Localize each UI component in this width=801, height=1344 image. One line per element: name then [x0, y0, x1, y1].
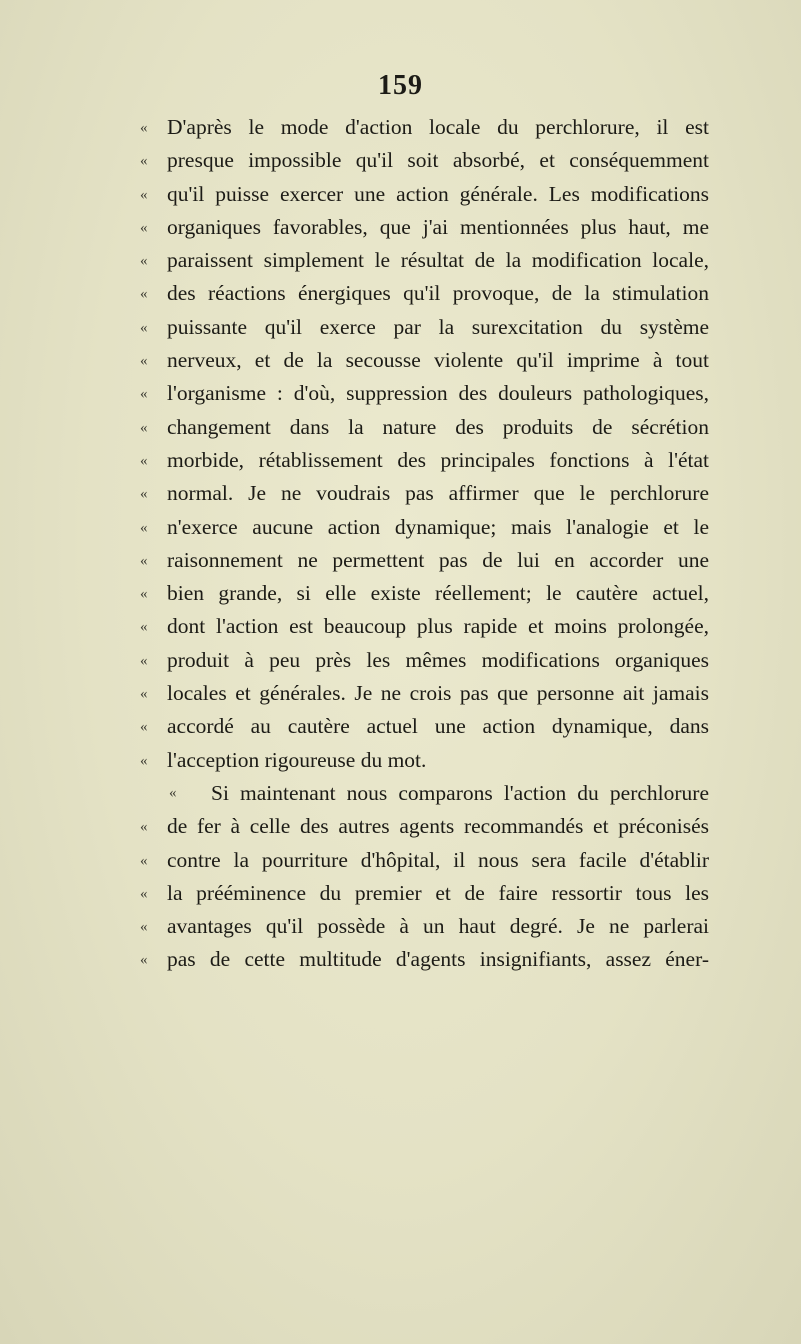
line-text: puissante qu'il exerce par la surexcitation du système	[167, 314, 709, 339]
quote-mark: «	[140, 552, 148, 569]
text-line	[0, 544, 801, 577]
quote-mark: «	[140, 519, 148, 536]
text-line	[0, 211, 801, 244]
line-text: des réactions énergiques qu'il provoque, de la stimulation	[167, 281, 709, 306]
text-line	[0, 411, 801, 444]
text-line	[0, 710, 801, 743]
quote-mark: «	[140, 386, 148, 403]
text-line	[0, 943, 801, 976]
text-line	[0, 644, 801, 677]
text-line	[0, 377, 801, 410]
quote-mark: «	[140, 852, 148, 869]
text-line	[0, 311, 801, 344]
quote-mark: «	[140, 219, 148, 236]
text-line	[0, 444, 801, 477]
quote-mark: «	[140, 286, 148, 303]
text-line	[0, 577, 801, 610]
line-text: organiques favorables, que j'ai mentionnées plus haut, me	[167, 214, 709, 239]
line-text: raisonnement ne permettent pas de lui en accorder une	[167, 547, 709, 572]
quote-mark: «	[140, 186, 148, 203]
text-line	[0, 610, 801, 643]
quote-mark: «	[140, 120, 148, 136]
line-text: normal. Je ne voudrais pas affirmer que le perchlorure	[167, 481, 709, 506]
quote-mark: «	[140, 452, 148, 469]
quote-mark: «	[140, 952, 148, 969]
text-line	[0, 910, 801, 943]
quote-mark: «	[140, 885, 148, 902]
text-line	[0, 744, 801, 777]
line-text: changement dans la nature des produits de sécrétion	[167, 414, 709, 439]
line-text: bien grande, si elle existe réellement; le cautère actuel,	[167, 581, 709, 606]
text-line	[0, 477, 801, 510]
quote-mark: «	[140, 719, 148, 736]
line-text: n'exerce aucune action dynamique; mais l'analogie et le	[167, 514, 709, 539]
text-line	[0, 844, 801, 877]
line-text: locales et générales. Je ne crois pas que personne ait jamais	[167, 681, 709, 706]
line-text: morbide, rétablissement des principales fonctions à l'état	[167, 447, 709, 472]
text-line	[0, 810, 801, 843]
text-line	[0, 511, 801, 544]
text-line	[0, 277, 801, 310]
quote-mark: «	[140, 819, 148, 836]
line-text: contre la pourriture d'hôpital, il nous sera facile d'établir	[167, 847, 709, 872]
line-text: produit à peu près les mêmes modifications organiques	[167, 647, 709, 672]
body-text	[0, 111, 801, 977]
quote-mark: «	[140, 419, 148, 436]
line-text: qu'il puisse exercer une action générale. Les modifications	[167, 181, 709, 206]
quote-mark: «	[140, 619, 148, 636]
line-text: la prééminence du premier et de faire ressortir tous les	[167, 880, 709, 905]
text-line	[0, 244, 801, 277]
line-text: D'après le mode d'action locale du perchlorure, il est	[167, 115, 709, 139]
line-text: avantages qu'il possède à un haut degré. Je ne parlerai	[167, 914, 709, 939]
quote-mark: «	[140, 153, 148, 170]
quote-mark: «	[140, 353, 148, 370]
line-text: presque impossible qu'il soit absorbé, et conséquemment	[167, 148, 709, 173]
text-line	[0, 877, 801, 910]
paragraph-start-line	[0, 777, 801, 810]
quote-mark: «	[140, 752, 148, 769]
quote-mark: «	[140, 486, 148, 503]
line-text: l'acception rigoureuse du mot.	[167, 747, 427, 772]
line-text: accordé au cautère actuel une action dynamique, dans	[167, 714, 709, 739]
line-text: de fer à celle des autres agents recommandés et préconisés	[167, 814, 709, 839]
quote-mark: «	[140, 652, 148, 669]
line-text: « Si maintenant nous comparons l'action du perchlorure	[211, 777, 709, 810]
quote-mark: «	[140, 686, 148, 703]
line-text: l'organisme : d'où, suppression des douleurs pathologiques,	[167, 381, 709, 406]
line-text: pas de cette multitude d'agents insignifiants, assez éner-	[167, 947, 709, 972]
quote-mark: «	[140, 586, 148, 603]
quote-mark: «	[140, 253, 148, 270]
line-text: paraissent simplement le résultat de la modification locale,	[167, 248, 709, 273]
line-text: nerveux, et de la secousse violente qu'il imprime à tout	[167, 348, 709, 373]
text-line	[0, 344, 801, 377]
quote-mark: «	[140, 319, 148, 336]
text-line	[0, 111, 801, 144]
quote-mark: «	[140, 919, 148, 936]
line-text: dont l'action est beaucoup plus rapide et moins prolongée,	[167, 614, 709, 639]
page-number: 159	[378, 70, 423, 101]
text-line	[0, 144, 801, 177]
text-line	[0, 677, 801, 710]
text-line	[0, 178, 801, 211]
